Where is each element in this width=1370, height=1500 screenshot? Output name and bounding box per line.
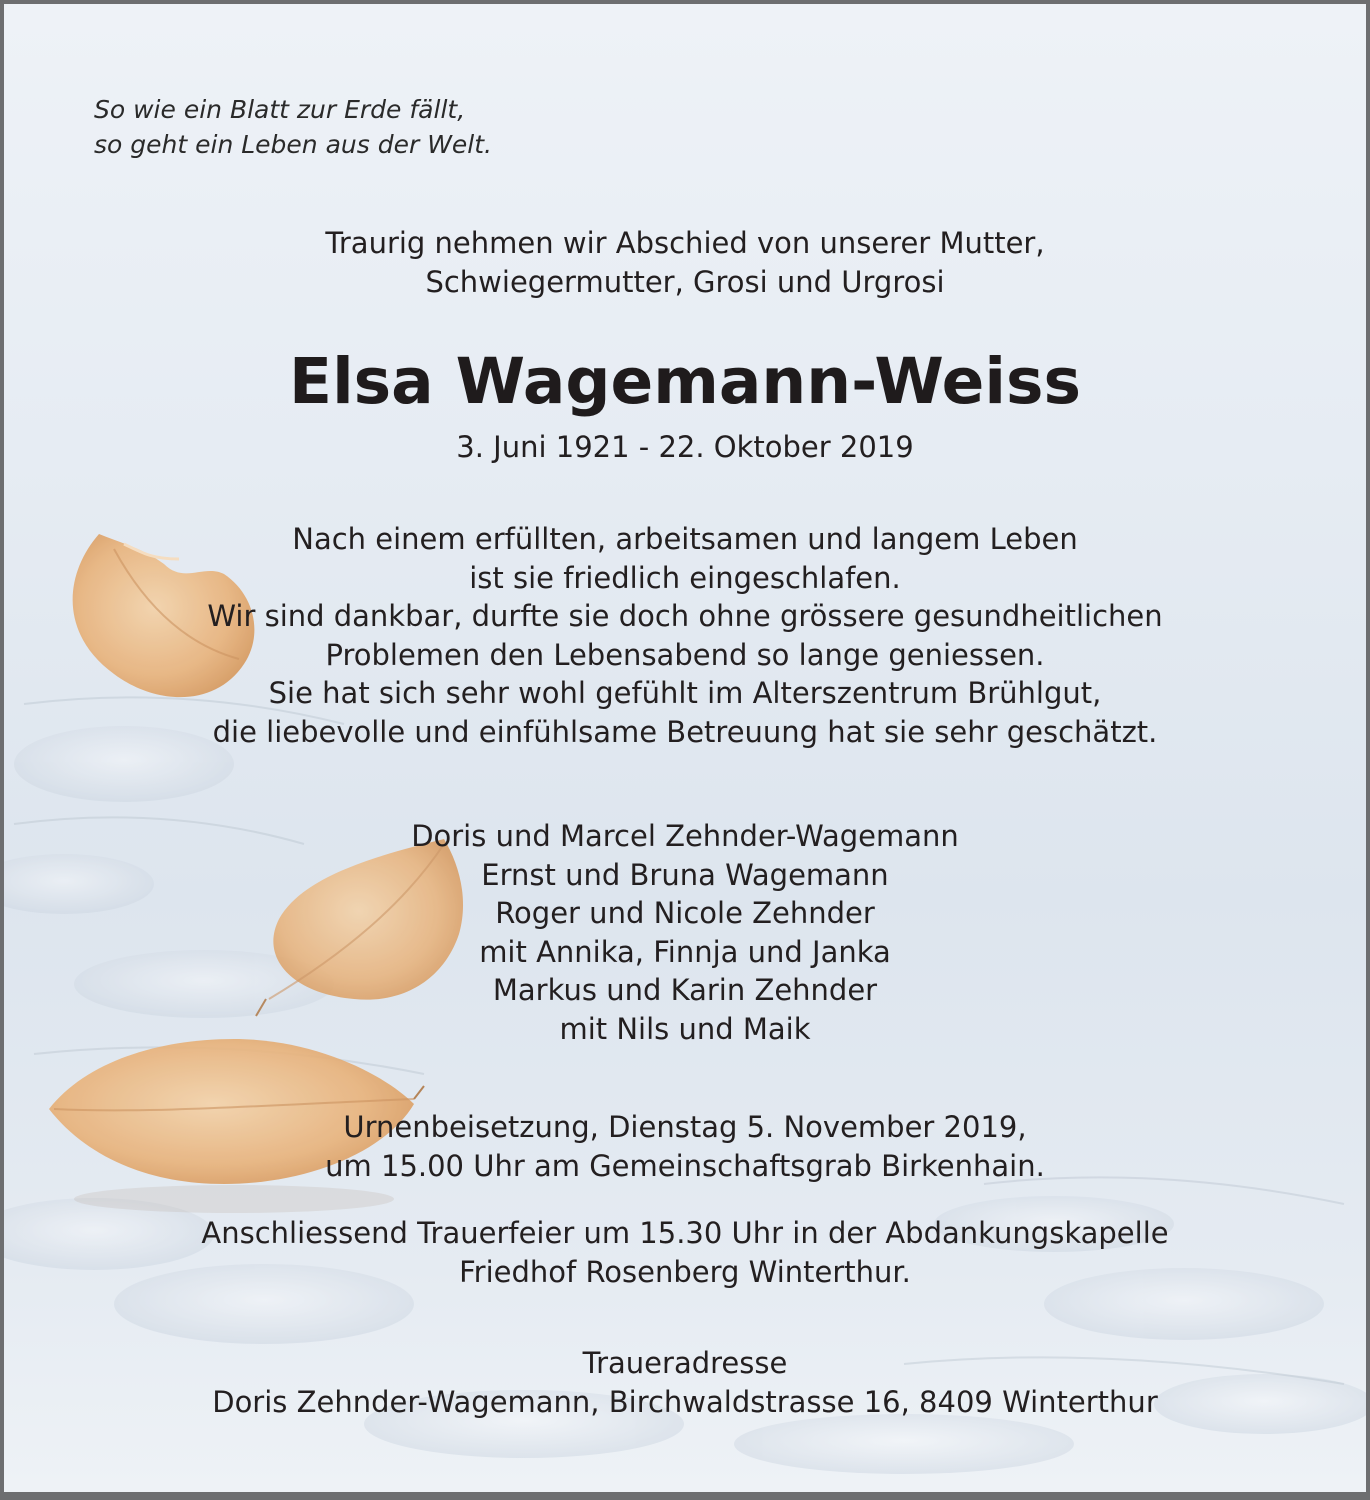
message-line: Wir sind dankbar, durfte sie doch ohne grössere gesundheitlichen [207, 599, 1163, 633]
ceremony-line: Friedhof Rosenberg Winterthur. [459, 1254, 911, 1289]
ceremony-info [4, 1214, 1366, 1291]
mourner-line: Roger und Nicole Zehnder [495, 896, 875, 930]
mourner-line: Markus und Karin Zehnder [492, 973, 878, 1007]
mourner-line: Ernst und Bruna Wagemann [481, 857, 889, 892]
mourners-list [4, 817, 1366, 1048]
intro-text [4, 224, 1366, 301]
mourner-line: mit Nils und Maik [559, 1011, 811, 1046]
burial-line: Urnenbeisetzung, Dienstag 5. November 2019, [343, 1110, 1027, 1144]
life-dates-text: 3. Juni 1921 - 22. Oktober 2019 [456, 430, 914, 464]
motto-line: so geht ein Leben aus der Welt. [94, 130, 492, 159]
message-line: Nach einem erfüllten, arbeitsamen und langem Leben [292, 522, 1078, 556]
message-line: die liebevolle und einfühlsame Betreuung hat sie sehr geschätzt. [212, 714, 1158, 749]
address-line: Doris Zehnder-Wagemann, Birchwaldstrasse 16, 8409 Winterthur [212, 1384, 1158, 1419]
message-line: ist sie friedlich eingeschlafen. [469, 560, 901, 595]
life-dates [4, 428, 1366, 467]
burial-line: um 15.00 Uhr am Gemeinschaftsgrab Birkenhain. [325, 1148, 1045, 1183]
message-line: Sie hat sich sehr wohl gefühlt im Alterszentrum Brühlgut, [268, 676, 1102, 710]
mourning-address [4, 1344, 1366, 1421]
deceased-name: Elsa Wagemann-Weiss [289, 345, 1081, 418]
motto-line: So wie ein Blatt zur Erde fällt, [94, 95, 466, 124]
mourner-line: Doris und Marcel Zehnder-Wagemann [411, 819, 959, 853]
intro-line: Schwiegermutter, Grosi und Urgrosi [425, 264, 945, 299]
mourner-line: mit Annika, Finnja und Janka [479, 934, 891, 969]
message-line: Problemen den Lebensabend so lange geniessen. [325, 637, 1045, 672]
ceremony-line: Anschliessend Trauerfeier um 15.30 Uhr in der Abdankungskapelle [201, 1216, 1169, 1250]
address-label: Traueradresse [582, 1346, 788, 1380]
memorial-message [4, 520, 1366, 751]
motto-verse [94, 92, 492, 162]
intro-line: Traurig nehmen wir Abschied von unserer Mutter, [325, 226, 1045, 260]
burial-info [4, 1108, 1366, 1185]
notice-content [4, 4, 1366, 1492]
